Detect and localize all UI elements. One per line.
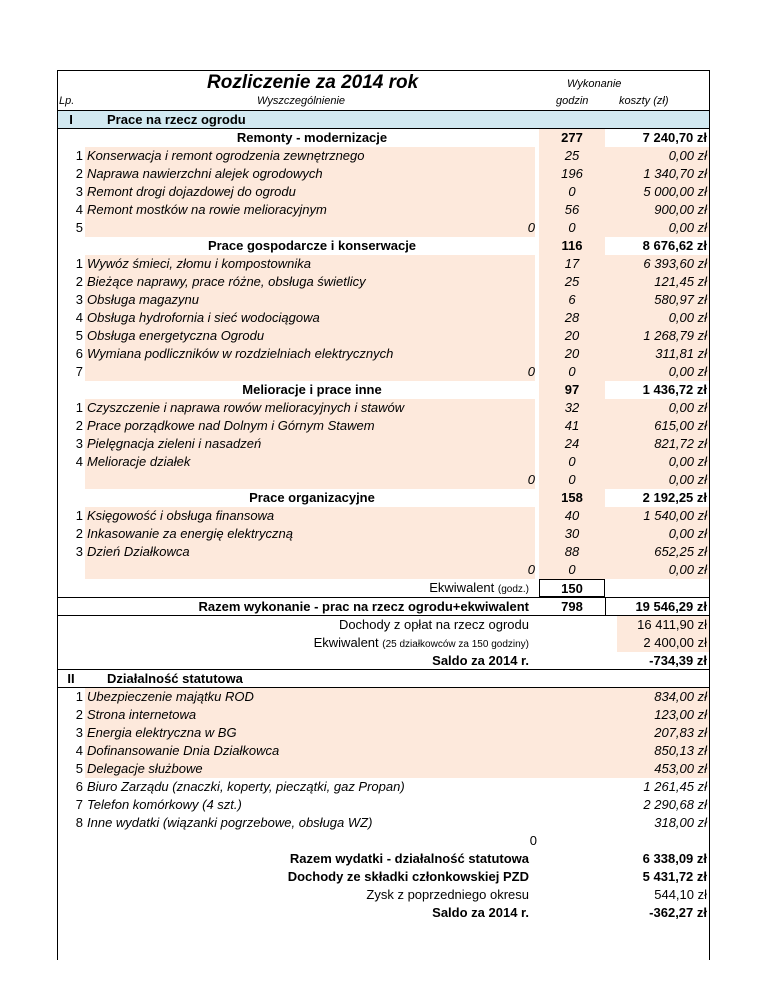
row-cost: 6 393,60 zł (605, 255, 709, 273)
row-number: 1 (75, 689, 83, 704)
row-description: Wywóz śmieci, złomu i kompostownika (85, 255, 535, 273)
row-cost: 1 540,00 zł (605, 507, 709, 525)
row-hours: 30 (539, 525, 605, 543)
left-border (57, 70, 58, 960)
zero-row (57, 832, 709, 850)
ekwiwalent2-cost: 2 400,00 zł (617, 634, 709, 652)
header-wyszczegolnienie: Wyszczególnienie (257, 95, 346, 107)
row-number: 2 (75, 274, 83, 289)
row-cost: 0,00 zł (605, 453, 709, 471)
group-hours: 277 (539, 129, 605, 147)
table-row (57, 255, 709, 273)
razem-label: Razem wykonanie - prac na rzecz ogrodu+ekwiwalent (198, 599, 529, 614)
zysk-cost: 544,10 zł (654, 887, 707, 902)
razem-row (57, 597, 709, 616)
table-row (57, 219, 709, 237)
row-number: 5 (75, 328, 83, 343)
row-description: Ubezpieczenie majątku ROD (85, 688, 609, 706)
table-row (57, 435, 709, 453)
row-zero: 0 (527, 472, 535, 487)
row-description: Wymiana podliczników w rozdzielniach elektrycznych (85, 345, 535, 363)
zysk-row (57, 886, 709, 904)
row-hours: 0 (539, 219, 605, 237)
razem2-cost: 6 338,09 zł (642, 851, 707, 866)
row-number: 1 (75, 148, 83, 163)
row-cost: 1 261,45 zł (643, 779, 707, 794)
dochody2-label: Dochody ze składki członkowskiej PZD (287, 869, 529, 884)
razem2-row (57, 850, 709, 868)
row-hours: 20 (539, 327, 605, 345)
row-number: 5 (75, 220, 83, 235)
razem2-label: Razem wydatki - działalność statutowa (289, 851, 529, 866)
row-cost: 821,72 zł (605, 435, 709, 453)
row-hours: 0 (539, 561, 605, 579)
row-number: 1 (75, 400, 83, 415)
group-title: Melioracje i prace inne (242, 382, 382, 397)
row-hours: 6 (539, 291, 605, 309)
right-border (709, 70, 710, 960)
row-number: 4 (75, 743, 83, 758)
row-description: Dzień Działkowca (85, 543, 535, 561)
table-row (57, 399, 709, 417)
row-number: 4 (75, 310, 83, 325)
row-description (85, 471, 535, 489)
table-row (57, 742, 709, 760)
row-description: Remont mostków na rowie melioracyjnym (85, 201, 535, 219)
header-godzin: godzin (556, 95, 589, 107)
table-row (57, 724, 709, 742)
saldo-label: Saldo za 2014 r. (432, 653, 529, 668)
row-description: Bieżące naprawy, prace różne, obsługa świetlicy (85, 273, 535, 291)
row-hours: 56 (539, 201, 605, 219)
group-hours: 97 (539, 381, 605, 399)
row-hours: 88 (539, 543, 605, 561)
row-cost: 615,00 zł (605, 417, 709, 435)
dochody-cost: 16 411,90 zł (617, 616, 709, 634)
row-number: 4 (75, 202, 83, 217)
row-cost: 834,00 zł (605, 688, 709, 706)
row-description: Księgowość i obsługa finansowa (85, 507, 535, 525)
group-title: Prace organizacyjne (249, 490, 375, 505)
row-number: 2 (75, 526, 83, 541)
ekwiwalent-hours: 150 (539, 579, 605, 597)
row-cost: 318,00 zł (654, 815, 707, 830)
table-row (57, 706, 709, 724)
row-cost: 1 268,79 zł (605, 327, 709, 345)
table-row (57, 417, 709, 435)
report-table (57, 110, 709, 922)
row-description: Strona internetowa (85, 706, 609, 724)
row-hours: 25 (539, 147, 605, 165)
group-title: Remonty - modernizacje (236, 130, 388, 145)
header-wykonanie: Wykonanie (567, 78, 622, 90)
row-cost: 0,00 zł (605, 561, 709, 579)
group-header (57, 381, 709, 399)
row-cost: 311,81 zł (605, 345, 709, 363)
table-row (57, 147, 709, 165)
row-number: 3 (75, 725, 83, 740)
row-number: 6 (75, 779, 83, 794)
row-cost: 0,00 zł (605, 525, 709, 543)
row-cost: 0,00 zł (605, 309, 709, 327)
row-cost: 580,97 zł (605, 291, 709, 309)
group-hours: 116 (539, 237, 605, 255)
table-row (57, 273, 709, 291)
group-title: Prace gospodarcze i konserwacje (207, 238, 417, 253)
row-cost: 652,25 zł (605, 543, 709, 561)
row-description: Inkasowanie za energię elektryczną (85, 525, 535, 543)
row-cost: 0,00 zł (605, 399, 709, 417)
saldo-row (57, 652, 709, 670)
row-number: 2 (75, 707, 83, 722)
row-description (85, 363, 535, 381)
row-cost: 5 000,00 zł (605, 183, 709, 201)
row-hours: 0 (539, 471, 605, 489)
row-number: 2 (75, 418, 83, 433)
table-row (57, 561, 709, 579)
section-title: Prace na rzecz ogrodu (85, 111, 709, 128)
ekwiwalent-unit: (godz.) (497, 584, 529, 595)
group-header (57, 489, 709, 507)
row-description: Obsługa magazynu (85, 291, 535, 309)
row-cost: 121,45 zł (605, 273, 709, 291)
table-row (57, 165, 709, 183)
table-row (57, 327, 709, 345)
top-border (57, 70, 710, 71)
row-description: Czyszczenie i naprawa rowów melioracyjnych i stawów (85, 399, 535, 417)
table-row (57, 507, 709, 525)
row-description: Obsługa hydrofornia i sieć wodociągowa (85, 309, 535, 327)
row-description: Delegacje służbowe (85, 760, 609, 778)
row-number: 7 (75, 797, 83, 812)
row-hours: 28 (539, 309, 605, 327)
row-zero: 0 (527, 364, 535, 379)
table-row (57, 201, 709, 219)
section2-number: II (67, 671, 75, 686)
razem-hours: 798 (561, 599, 583, 614)
row-zero: 0 (527, 562, 535, 577)
row-description (85, 219, 535, 237)
row-hours: 17 (539, 255, 605, 273)
row-cost: 2 290,68 zł (643, 797, 707, 812)
table-row (57, 525, 709, 543)
table-row (57, 309, 709, 327)
ekwiwalent-row (57, 579, 709, 597)
row-description: Melioracje działek (85, 453, 535, 471)
row-description: Telefon komórkowy (4 szt.) (87, 797, 242, 812)
row-number: 6 (75, 346, 83, 361)
header-lp: Lp. (59, 95, 75, 107)
header-koszty: koszty (zł) (619, 95, 669, 107)
group-hours: 158 (539, 489, 605, 507)
row-number: 1 (75, 508, 83, 523)
row-number: 7 (75, 364, 83, 379)
row-description: Biuro Zarządu (znaczki, koperty, pieczątki, gaz Propan) (87, 779, 405, 794)
row-number: 2 (75, 166, 83, 181)
row-number: 3 (75, 292, 83, 307)
row-cost: 0,00 zł (605, 471, 709, 489)
dochody2-cost: 5 431,72 zł (642, 869, 707, 884)
row-cost: 850,13 zł (605, 742, 709, 760)
row-description: Konserwacja i remont ogrodzenia zewnętrznego (85, 147, 535, 165)
table-row (57, 291, 709, 309)
row-description: Inne wydatki (wiązanki pogrzebowe, obsługa WZ) (87, 815, 373, 830)
row-number: 3 (75, 436, 83, 451)
row-zero: 0 (527, 220, 535, 235)
section-header (57, 110, 709, 129)
table-row (57, 760, 709, 778)
row-number: 3 (75, 544, 83, 559)
row-cost: 900,00 zł (605, 201, 709, 219)
row-hours: 20 (539, 345, 605, 363)
row-description: Energia elektryczna w BG (85, 724, 609, 742)
section2-title: Działalność statutowa (107, 671, 243, 686)
row-description: Remont drogi dojazdowej do ogrodu (85, 183, 535, 201)
row-number (57, 471, 85, 489)
row-cost: 123,00 zł (605, 706, 709, 724)
row-description: Prace porządkowe nad Dolnym i Górnym Stawem (85, 417, 535, 435)
table-row (57, 471, 709, 489)
table-row (57, 814, 709, 832)
table-row (57, 345, 709, 363)
section2-header (57, 670, 709, 688)
saldo2-row (57, 904, 709, 922)
row-description (85, 561, 535, 579)
group-cost: 2 192,25 zł (642, 490, 707, 505)
zysk-label: Zysk z poprzedniego okresu (366, 887, 529, 902)
row-number: 8 (75, 815, 83, 830)
row-number (57, 561, 85, 579)
ekwiwalent2-note: (25 działkowców za 150 godziny) (382, 639, 529, 650)
dochody-label: Dochody z opłat na rzecz ogrodu (338, 617, 529, 632)
ekwiwalent2-row (57, 634, 709, 652)
row-number: 3 (75, 184, 83, 199)
row-description: Naprawa nawierzchni alejek ogrodowych (85, 165, 535, 183)
group-header (57, 237, 709, 255)
row-description: Pielęgnacja zieleni i nasadzeń (85, 435, 535, 453)
dochody2-row (57, 868, 709, 886)
ekwiwalent2-label: Ekwiwalent (25 działkowców za 150 godziny) (313, 635, 529, 650)
table-row (57, 543, 709, 561)
row-description: Obsługa energetyczna Ogrodu (85, 327, 535, 345)
row-hours: 0 (539, 453, 605, 471)
saldo-cost: -734,39 zł (649, 653, 707, 668)
row-hours: 32 (539, 399, 605, 417)
table-row (57, 183, 709, 201)
saldo2-label: Saldo za 2014 r. (432, 905, 529, 920)
row-number: 5 (75, 761, 83, 776)
row-hours: 41 (539, 417, 605, 435)
row-cost: 0,00 zł (605, 363, 709, 381)
section-number: I (57, 111, 85, 128)
report-header (57, 70, 709, 110)
row-cost: 453,00 zł (605, 760, 709, 778)
row-hours: 24 (539, 435, 605, 453)
row-hours: 0 (539, 363, 605, 381)
row-cost: 0,00 zł (605, 219, 709, 237)
group-cost: 8 676,62 zł (642, 238, 707, 253)
table-row (57, 453, 709, 471)
row-hours: 40 (539, 507, 605, 525)
row-number: 4 (75, 454, 83, 469)
row-number: 1 (75, 256, 83, 271)
ekwiwalent-label: Ekwiwalent (godz.) (429, 580, 529, 595)
saldo2-cost: -362,27 zł (649, 905, 707, 920)
row-cost: 1 340,70 zł (605, 165, 709, 183)
row-cost: 0,00 zł (605, 147, 709, 165)
row-hours: 196 (539, 165, 605, 183)
table-row (57, 363, 709, 381)
group-cost: 7 240,70 zł (642, 130, 707, 145)
report-title: Rozliczenie za 2014 rok (207, 72, 419, 93)
table-row (57, 778, 709, 796)
row-zero: 0 (529, 833, 537, 848)
group-header (57, 129, 709, 147)
table-row (57, 796, 709, 814)
dochody-row (57, 616, 709, 634)
row-hours: 0 (539, 183, 605, 201)
razem-cost: 19 546,29 zł (605, 598, 709, 615)
row-cost: 207,83 zł (605, 724, 709, 742)
table-row (57, 688, 709, 706)
group-cost: 1 436,72 zł (642, 382, 707, 397)
row-description: Dofinansowanie Dnia Działkowca (85, 742, 609, 760)
row-hours: 25 (539, 273, 605, 291)
